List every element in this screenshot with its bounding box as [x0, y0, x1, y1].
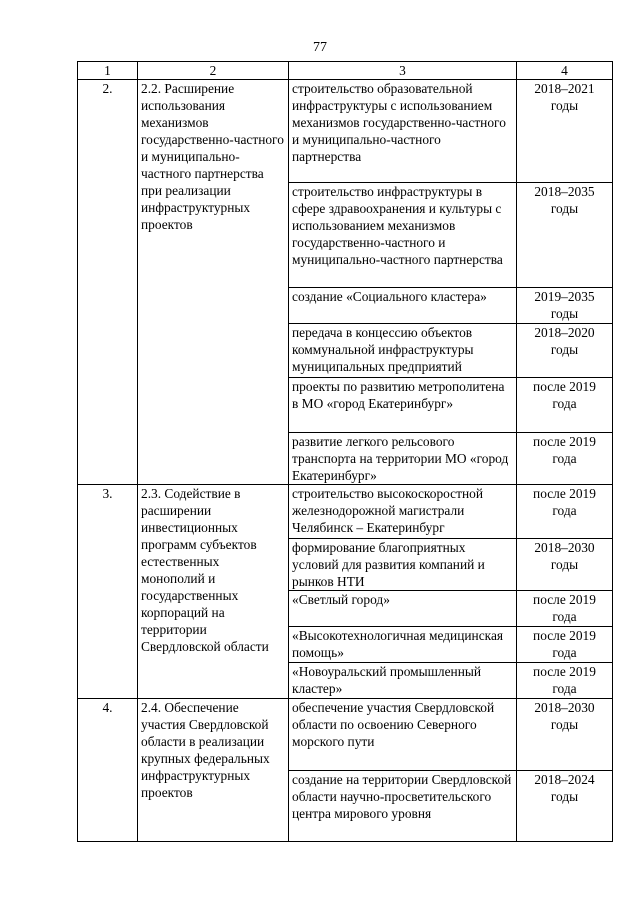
measure-cell: «Светлый город»: [289, 591, 517, 627]
measure-cell: создание на территории Свердловской области научно-просветительского центра мирового уровня: [289, 771, 517, 842]
term-cell: 2018–2035 годы: [517, 183, 613, 288]
column-header: 1: [78, 62, 138, 80]
term-cell: 2018–2030 годы: [517, 539, 613, 591]
measure-cell: «Новоуральский промышленный кластер»: [289, 663, 517, 699]
table-header-row: [78, 62, 613, 80]
term-cell: 2019–2035 годы: [517, 288, 613, 324]
row-number: 2.: [78, 80, 138, 485]
measure-cell: обеспечение участия Свердловской области по освоению Северного морского пути: [289, 699, 517, 771]
term-cell: после 2019 года: [517, 627, 613, 663]
measure-cell: развитие легкого рельсового транспорта на территории МО «город Екатеринбург»: [289, 433, 517, 485]
direction-cell: 2.4. Обеспечение участия Свердловской области в реализации крупных федеральных инфраструктурных проектов: [138, 699, 289, 842]
measure-cell: строительство высокоскоростной железнодорожной магистрали Челябинск – Екатеринбург: [289, 485, 517, 539]
column-header: 3: [289, 62, 517, 80]
measure-cell: формирование благоприятных условий для развития компаний и рынков НТИ: [289, 539, 517, 591]
column-header: 4: [517, 62, 613, 80]
measure-cell: «Высокотехнологичная медицинская помощь»: [289, 627, 517, 663]
term-cell: 2018–2024 годы: [517, 771, 613, 842]
term-cell: после 2019 года: [517, 591, 613, 627]
measure-cell: строительство инфраструктуры в сфере здравоохранения и культуры с использованием механизмов государственно-частного и муниципально-частного партнерства: [289, 183, 517, 288]
term-cell: 2018–2030 годы: [517, 699, 613, 771]
row-number: 4.: [78, 699, 138, 842]
measure-cell: передача в концессию объектов коммунальной инфраструктуры муниципальных предприятий: [289, 324, 517, 378]
table-row: [78, 485, 613, 539]
direction-cell: 2.2. Расширение использования механизмов государственно-частного и муниципально-частного партнерства при реализации инфраструктурных проектов: [138, 80, 289, 485]
term-cell: 2018–2021 годы: [517, 80, 613, 183]
direction-cell: 2.3. Содействие в расширении инвестиционных программ субъектов естественных монополий и государственных корпораций на территории Свердловской области: [138, 485, 289, 699]
term-cell: 2018–2020 годы: [517, 324, 613, 378]
term-cell: после 2019 года: [517, 378, 613, 433]
table-row: [78, 699, 613, 771]
column-header: 2: [138, 62, 289, 80]
page-number: 77: [313, 40, 327, 55]
term-cell: после 2019 года: [517, 663, 613, 699]
row-number: 3.: [78, 485, 138, 699]
term-cell: после 2019 года: [517, 433, 613, 485]
term-cell: после 2019 года: [517, 485, 613, 539]
measure-cell: проекты по развитию метрополитена в МО «город Екатеринбург»: [289, 378, 517, 433]
measure-cell: создание «Социального кластера»: [289, 288, 517, 324]
table-row: [78, 80, 613, 183]
measure-cell: строительство образовательной инфраструктуры с использованием механизмов государственно-частного и муниципально-частного партнерства: [289, 80, 517, 183]
measures-table: [77, 61, 613, 842]
